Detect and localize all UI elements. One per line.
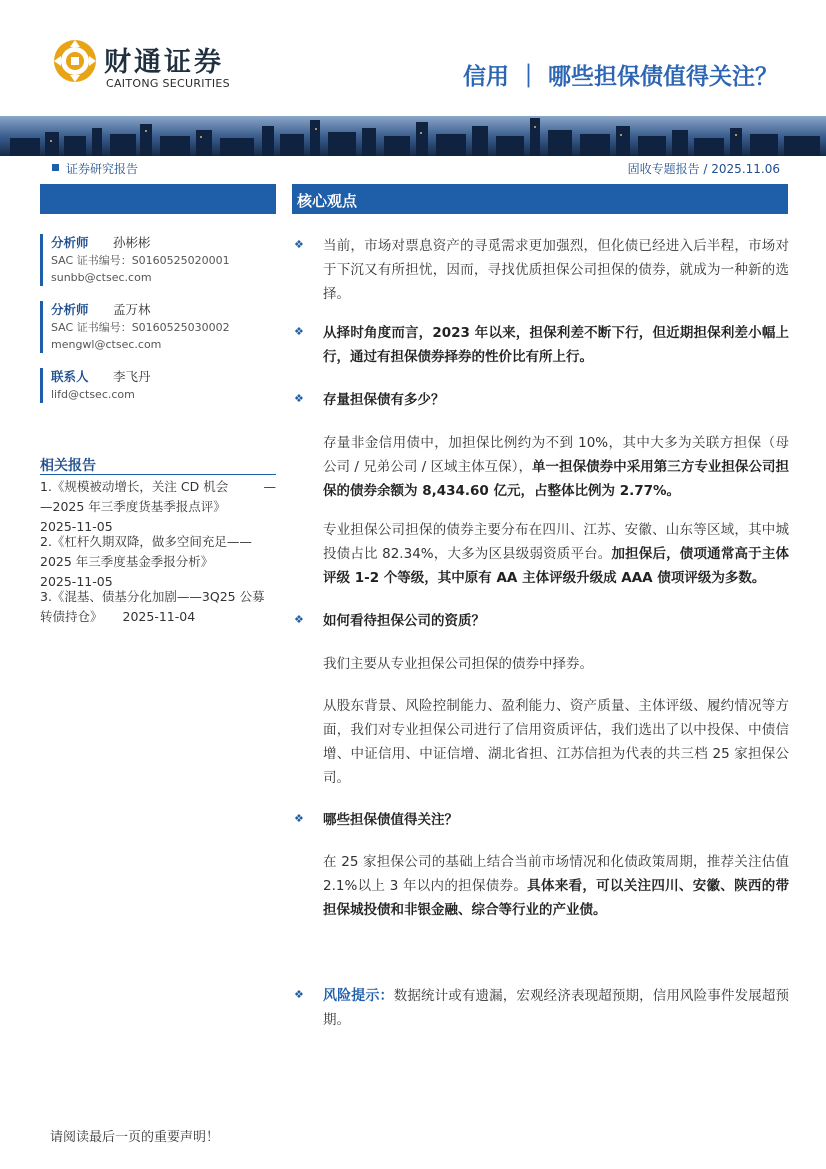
core-paragraph-5: 我们主要从专业担保公司担保的债券中择券。 xyxy=(323,656,593,672)
analyst-role: 分析师 xyxy=(51,235,89,250)
question-stock-guaranteed-bonds: 存量担保债有多少？ xyxy=(323,392,445,408)
related-report-item[interactable] xyxy=(40,532,276,592)
related-report-line: 2025 年三季度基金季报分析》 xyxy=(40,554,214,569)
report-type-marker xyxy=(52,164,59,171)
related-report-line: — xyxy=(263,479,276,494)
analyst-name: 孟万林 xyxy=(113,302,151,317)
analyst-email[interactable]: sunbb@ctsec.com xyxy=(51,271,152,284)
core-view-header-bar xyxy=(292,184,788,214)
report-title: 信用 ｜ 哪些担保债值得关注？ xyxy=(462,64,778,90)
related-report-item[interactable] xyxy=(40,477,276,537)
logo-text-en: CAITONG SECURITIES xyxy=(106,77,230,90)
logo-text-cn: 财通证券 xyxy=(104,47,224,78)
related-report-date: 2025-11-05 xyxy=(40,519,113,534)
related-reports-title: 相关报告 xyxy=(40,458,96,474)
related-report-line: 转债持仓》 xyxy=(40,609,103,624)
related-report-line: 1.《规模被动增长，关注 CD 机会 xyxy=(40,479,229,494)
diamond-bullet-icon: ❖ xyxy=(294,238,304,251)
p4-highlight: 加担保后，债项通常高于主体评级 1-2 个等级，其中原有 AA 主体评级升级成 AAA 债项评级为多数。 xyxy=(323,546,789,586)
analyst-sac: SAC 证书编号：S0160525030002 xyxy=(51,321,230,334)
core-paragraph-2: 从择时角度而言，2023 年以来，担保利差不断下行，但近期担保利差小幅上行，通过有担保债券择券的性价比有所上行。 xyxy=(323,325,789,365)
question-guarantor-quality: 如何看待担保公司的资质？ xyxy=(323,613,485,629)
diamond-bullet-icon: ❖ xyxy=(294,988,304,1001)
related-reports-divider xyxy=(40,474,276,475)
contact-name: 李飞丹 xyxy=(113,369,151,384)
analyst-card xyxy=(40,234,276,286)
core-paragraph-1: 当前，市场对票息资产的寻觅需求更加强烈，但化债已经进入后半程，市场对于下沉又有所担忧，因而，寻找优质担保公司担保的债券，就成为一种新的选择。 xyxy=(323,238,789,302)
core-paragraph-7 xyxy=(323,850,789,922)
analyst-sac: SAC 证书编号：S0160525020001 xyxy=(51,254,230,267)
analyst-role: 分析师 xyxy=(51,302,89,317)
risk-label: 风险提示： xyxy=(323,988,394,1004)
p3-text: 存量非金信用债中，加担保比例约为不到 10%，其中大多为关联方担保（母公司 / 兄弟公司 / 区域主体互保）， xyxy=(323,435,789,475)
left-header-bar xyxy=(40,184,276,214)
disclaimer-note: 请阅读最后一页的重要声明！ xyxy=(50,1130,220,1145)
analyst-email[interactable]: mengwl@ctsec.com xyxy=(51,338,162,351)
related-report-line: 2.《杠杆久期双降，做多空间充足—— xyxy=(40,534,252,549)
analyst-name: 孙彬彬 xyxy=(113,235,151,250)
related-report-line: —2025 年三季度货基季报点评》 xyxy=(40,499,226,514)
caitong-logo-icon xyxy=(52,38,98,84)
question-which-bonds: 哪些担保债值得关注？ xyxy=(323,812,458,828)
diamond-bullet-icon: ❖ xyxy=(294,392,304,405)
p4-text: 专业担保公司担保的债券主要分布在四川、江苏、安徽、山东等区域，其中城投债占比 82.34%，大多为区县级弱资质平台。 xyxy=(323,522,789,562)
core-view-title: 核心观点 xyxy=(297,192,358,210)
report-type: 证券研究报告 xyxy=(66,162,139,176)
p7-highlight: 具体来看，可以关注四川、安徽、陕西的带担保城投债和非银金融、综合等行业的产业债。 xyxy=(323,878,790,918)
analyst-card xyxy=(40,301,276,353)
related-report-date: 2025-11-04 xyxy=(122,609,196,624)
diamond-bullet-icon: ❖ xyxy=(294,325,304,338)
related-report-line: 3.《混基、债基分化加剧——3Q25 公募 xyxy=(40,589,265,604)
contact-role: 联系人 xyxy=(51,369,89,384)
risk-warning xyxy=(323,984,789,1032)
contact-email[interactable]: lifd@ctsec.com xyxy=(51,388,135,401)
city-skyline-banner xyxy=(0,116,826,156)
p3-highlight: 单一担保债券中采用第三方专业担保公司担保的债券余额为 8,434.60 亿元，占整体比例为 2.77%。 xyxy=(323,459,790,499)
core-paragraph-3 xyxy=(323,431,789,503)
core-paragraph-4 xyxy=(323,518,789,590)
diamond-bullet-icon: ❖ xyxy=(294,812,304,825)
core-paragraph-6: 从股东背景、风险控制能力、盈利能力、资产质量、主体评级、履约情况等方面，我们对专业担保公司进行了信用资质评估，我们选出了以中投保、中债信增、中证信用、中证信增、湖北省担、江苏信担为代表的共三档 25 家担保公司。 xyxy=(323,698,789,786)
report-date: 固收专题报告 / 2025.11.06 xyxy=(627,162,780,176)
p7-text: 在 25 家担保公司的基础上结合当前市场情况和化债政策周期，推荐关注估值 2.1%以上 3 年以内的担保债券。 xyxy=(323,854,789,894)
contact-card xyxy=(40,368,276,403)
related-report-item[interactable] xyxy=(40,587,276,627)
risk-text: 数据统计或有遗漏，宏观经济表现超预期，信用风险事件发展超预期。 xyxy=(323,988,790,1028)
diamond-bullet-icon: ❖ xyxy=(294,613,304,626)
related-report-date: 2025-11-05 xyxy=(40,574,113,589)
